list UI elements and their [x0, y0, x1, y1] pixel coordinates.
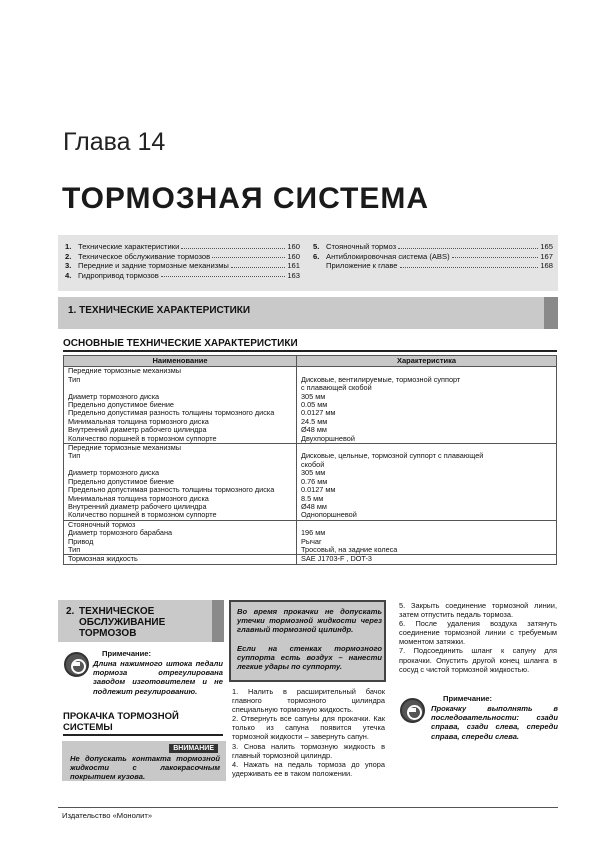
caution-paragraph: Во время прокачки не допускать утечки тормозной жидкости через главный тормозной цилиндр. — [237, 607, 382, 635]
procedure-step: 2. Отвернуть все сапуны для прокачки. Как только из сапуна появится утечка тормозной жидкости – завернуть сапун. — [232, 714, 385, 742]
toc-text: Гидропривод тормозов — [78, 270, 159, 280]
spec-table — [63, 355, 557, 565]
procedure-step: 4. Нажать на педаль тормоза до упора удерживать ее в таком положении. — [232, 759, 385, 778]
toc-entry — [65, 252, 300, 262]
note-text: Длина нажимного штока педали тормоза отрегулирована заводом изготовителем и не подлежит регулированию. — [93, 659, 223, 696]
toc-entry — [65, 271, 300, 281]
table-row — [64, 555, 557, 564]
spec-name-cell: Количество поршней в тормозном суппорте — [64, 435, 297, 444]
table-of-contents — [58, 235, 558, 291]
spec-name-cell: Тип — [64, 546, 297, 555]
section-header-maintenance — [58, 600, 224, 642]
spec-name-cell: Внутренний диаметр рабочего цилиндра — [64, 426, 297, 434]
toc-text: Антиблокировочная система (ABS) — [326, 251, 450, 261]
spec-name-cell: Диаметр тормозного барабана — [64, 529, 297, 537]
toc-entry — [313, 261, 553, 271]
procedure-step: 1. Налить в расширительный бачок главного тормозного цилиндра специальную тормозную жидкость. — [232, 687, 385, 715]
spec-name-cell: Количество поршней в тормозном суппорте — [64, 511, 297, 520]
toc-entry — [313, 252, 553, 262]
toc-dots — [181, 242, 285, 249]
table-row — [64, 511, 557, 520]
spec-name-cell: Диаметр тормозного диска — [64, 393, 297, 401]
spec-title: ОСНОВНЫЕ ТЕХНИЧЕСКИЕ ХАРАКТЕРИСТИКИ — [63, 338, 298, 349]
toc-page: 161 — [287, 261, 300, 271]
spec-value-cell: Дисковые, вентилируемые, тормозной суппорт — [297, 376, 557, 384]
toc-number: 1. — [65, 242, 72, 251]
section-marker — [212, 600, 224, 642]
toc-dots — [400, 261, 539, 268]
toc-text: Приложение к главе — [326, 261, 398, 271]
spec-name-cell: Тип — [64, 452, 297, 460]
spec-value-cell: 0.05 мм — [297, 401, 557, 409]
toc-number: 3. — [65, 261, 72, 271]
toc-page: 168 — [540, 261, 553, 271]
spec-name-cell: Передние тормозные механизмы — [64, 367, 297, 376]
spec-name-cell: Тип — [64, 376, 297, 384]
toc-dots — [231, 261, 285, 268]
procedure-step: 3. Снова налить тормозную жидкость в главный тормозной цилиндр. — [232, 741, 385, 760]
footer-rule — [58, 807, 558, 808]
chapter-heading: Глава 14 — [63, 128, 166, 156]
spec-table-body — [64, 367, 557, 564]
section-header-specs — [58, 297, 558, 329]
toc-dots — [452, 252, 539, 259]
toc-text: Технические характеристики — [78, 242, 180, 251]
column-header-name: Наименование — [64, 356, 297, 367]
spec-value-cell: Двухпоршневой — [297, 435, 557, 444]
warning-text: Не допускать контакта тормозной жидкости с лакокрасочным покрытием кузова. — [70, 754, 220, 782]
toc-page: 165 — [540, 242, 553, 251]
note-icon — [64, 652, 89, 677]
toc-left-column — [65, 242, 300, 280]
spec-value-cell: 0.76 мм — [297, 478, 557, 486]
section-title: 1. ТЕХНИЧЕСКИЕ ХАРАКТЕРИСТИКИ — [68, 305, 251, 316]
spec-value-cell: 196 мм — [297, 529, 557, 537]
spec-value-cell: 0.0127 мм — [297, 409, 557, 417]
subsection-title: ПРОКАЧКА ТОРМОЗНОЙ СИСТЕМЫ — [63, 712, 223, 736]
procedure-step: 6. После удаления воздуха затянуть соединение тормозной линии с требуемым моментом затяжки. — [399, 619, 557, 647]
toc-text: Стояночный тормоз — [326, 242, 397, 251]
procedure-steps-2 — [399, 601, 557, 674]
spec-value-cell: с плавающей скобой — [297, 384, 557, 392]
spec-value-cell: SAE J1703-F , DOT-3 — [297, 555, 557, 564]
spec-value-cell: 0.0127 мм — [297, 486, 557, 494]
toc-dots — [161, 271, 286, 278]
toc-entry — [65, 242, 300, 252]
toc-page: 160 — [287, 242, 300, 251]
caution-box — [229, 600, 386, 682]
spec-value-cell: 305 мм — [297, 469, 557, 477]
spec-value-cell: Дисковые, цельные, тормозной суппорт с плавающей — [297, 452, 557, 460]
toc-dots — [398, 242, 538, 249]
procedure-steps-1 — [232, 687, 385, 778]
toc-page: 160 — [287, 251, 300, 261]
spec-value-cell: 8.5 мм — [297, 495, 557, 503]
note-text: Прокачку выполнять в последовательности: сзади справа, сзади слева, спереди справа, спереди слева. — [431, 704, 558, 741]
spec-value-cell: 305 мм — [297, 393, 557, 401]
procedure-step: 5. Закрыть соединение тормозной линии, затем отпустить педаль тормоза. — [399, 601, 557, 620]
spec-name-cell: Минимальная толщина тормозного диска — [64, 418, 297, 426]
section-title: ТЕХНИЧЕСКОЕ ОБСЛУЖИВАНИЕ ТОРМОЗОВ — [79, 606, 166, 639]
toc-number: 4. — [65, 270, 72, 280]
note-label: Примечание: — [443, 694, 493, 703]
spec-value-cell: 24.5 мм — [297, 418, 557, 426]
note-icon — [400, 698, 425, 723]
spec-value-cell: Тросовый, на задние колеса — [297, 546, 557, 555]
spec-name-cell: Предельно допустимое биение — [64, 478, 297, 486]
toc-number: 2. — [65, 251, 72, 261]
toc-dots — [212, 252, 285, 259]
note-label: Примечание: — [102, 649, 152, 658]
spec-name-cell: Предельно допустимая разность толщины тормозного диска — [64, 409, 297, 417]
spec-name-cell: Предельно допустимое биение — [64, 401, 297, 409]
toc-text: Передние и задние тормозные механизмы — [78, 261, 229, 271]
spec-name-cell: Внутренний диаметр рабочего цилиндра — [64, 503, 297, 511]
spec-name-cell: Привод — [64, 538, 297, 546]
toc-entry — [313, 242, 553, 252]
spec-value-cell: Рычаг — [297, 538, 557, 546]
procedure-step: 7. Подсоединить шланг к сапуну для прокачки. Опустить другой конец шланга в сосуд с чистой тормозной жидкостью. — [399, 646, 557, 674]
toc-number: 6. — [313, 251, 320, 261]
section-marker — [544, 297, 558, 329]
spec-value-cell: скобой — [297, 461, 557, 469]
toc-right-column — [313, 242, 553, 271]
toc-entry — [65, 261, 300, 271]
toc-number — [313, 261, 326, 271]
spec-value-cell: Ø48 мм — [297, 426, 557, 434]
spec-name-cell: Передние тормозные механизмы — [64, 444, 297, 453]
warning-box — [62, 741, 226, 781]
spec-value-cell: Ø48 мм — [297, 503, 557, 511]
publisher-footer: Издательство «Монолит» — [62, 811, 153, 820]
column-header-value: Характеристика — [297, 356, 557, 367]
spec-name-cell: Минимальная толщина тормозного диска — [64, 495, 297, 503]
caution-paragraph: Если на стенках тормозного суппорта есть воздух – нанести легкие удары по суппорту. — [237, 644, 382, 672]
toc-number: 5. — [313, 242, 320, 251]
spec-name-cell: Тормозная жидкость — [64, 555, 297, 564]
spec-name-cell: Диаметр тормозного диска — [64, 469, 297, 477]
spec-title-rule — [63, 350, 557, 352]
spec-name-cell: Стояночный тормоз — [64, 520, 297, 529]
page-title: ТОРМОЗНАЯ СИСТЕМА — [62, 182, 430, 215]
toc-text: Техническое обслуживание тормозов — [78, 251, 211, 261]
spec-value-cell: Однопоршневой — [297, 511, 557, 520]
spec-name-cell: Предельно допустимая разность толщины тормозного диска — [64, 486, 297, 494]
table-header-row — [64, 356, 557, 367]
section-number: 2. — [66, 606, 75, 617]
toc-page: 163 — [287, 270, 300, 280]
warning-label: ВНИМАНИЕ — [169, 744, 218, 753]
spec-value-cell — [297, 520, 557, 529]
toc-page: 167 — [540, 251, 553, 261]
